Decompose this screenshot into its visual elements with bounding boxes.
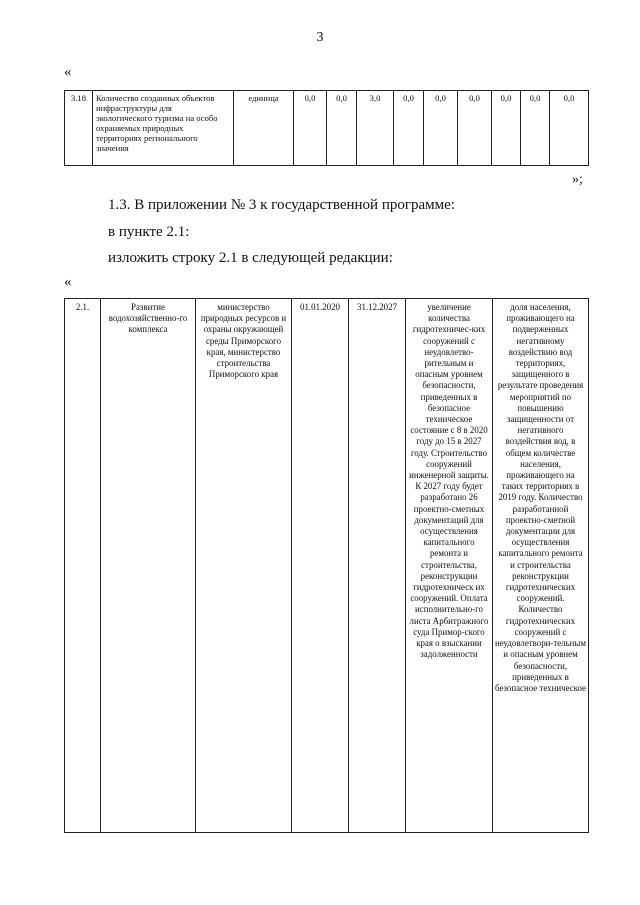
unit-cell: единица [234,91,294,166]
page-number: 3 [316,30,324,45]
paragraph-item: в пункте 2.1: [108,224,190,240]
measure-name: Развитие водохозяйственно-го комплекса [101,299,196,833]
value-cell: 0,0 [394,91,424,166]
program-table-row-2-1 [64,298,589,833]
row-number: 3.18 [65,91,93,166]
end-date: 31.12.2027 [349,299,406,833]
indicator-table-row-3-18 [64,90,589,166]
value-cell: 3,0 [357,91,394,166]
open-quote: « [64,64,72,80]
indicator-name: Количество созданных объектов инфраструктуры для экологического туризма на особо охраняемых природных территориях регионального значения [93,91,234,166]
row-number: 2.1. [65,299,101,833]
value-cell: 0,0 [294,91,327,166]
value-cell: 0,0 [458,91,492,166]
expected-result: увеличение количества гидротехничес-ких сооружений с неудовлетво-рительным и опасным уровнем безопасности, приведенных в безопасное техническое состояние с 8 в 2020 году до 15 в 2027 году. Строительство сооружений инженерной защиты. К 2027 году будет разработано 26 проектно-сметных документаций для осуществления капитального ремонта и строительства, реконструкции гидротехническ их сооружений. Оплата исполнительно-го листа Арбитражного суда Примор-ского края о взыскании задолженности [406,299,493,833]
paragraph-instruction: изложить строку 2.1 в следующей редакции: [108,250,393,266]
close-quote: »; [572,172,583,187]
indicators-cell: доля населения, проживающего на подверженных негативному воздействию вод территориях, защищенного в результате проведения мероприятий по повышению защищенности от негативного воздействия вод, в общем количестве населения, проживающего на таких территориях в 2019 году. Количество разработанной проектно-сметной документации для осуществления капитального ремонта и строительства реконструкции гидротехнических сооружений. Количество гидротехнических сооружений с неудовлетвори-тельным и опасным уровнем безопасности, приведенных в безопасное техническое [493,299,589,833]
open-quote-2: « [64,274,72,290]
value-cell: 0,0 [327,91,357,166]
value-cell: 0,0 [424,91,458,166]
value-cell: 0,0 [521,91,550,166]
value-cell: 0,0 [550,91,589,166]
executor-cell: министерство природных ресурсов и охраны окружающей среды Приморского края, министерство строительства Приморского края [196,299,292,833]
start-date: 01.01.2020 [292,299,349,833]
value-cell: 0,0 [492,91,521,166]
paragraph-appendix: 1.3. В приложении № 3 к государственной программе: [108,197,455,213]
